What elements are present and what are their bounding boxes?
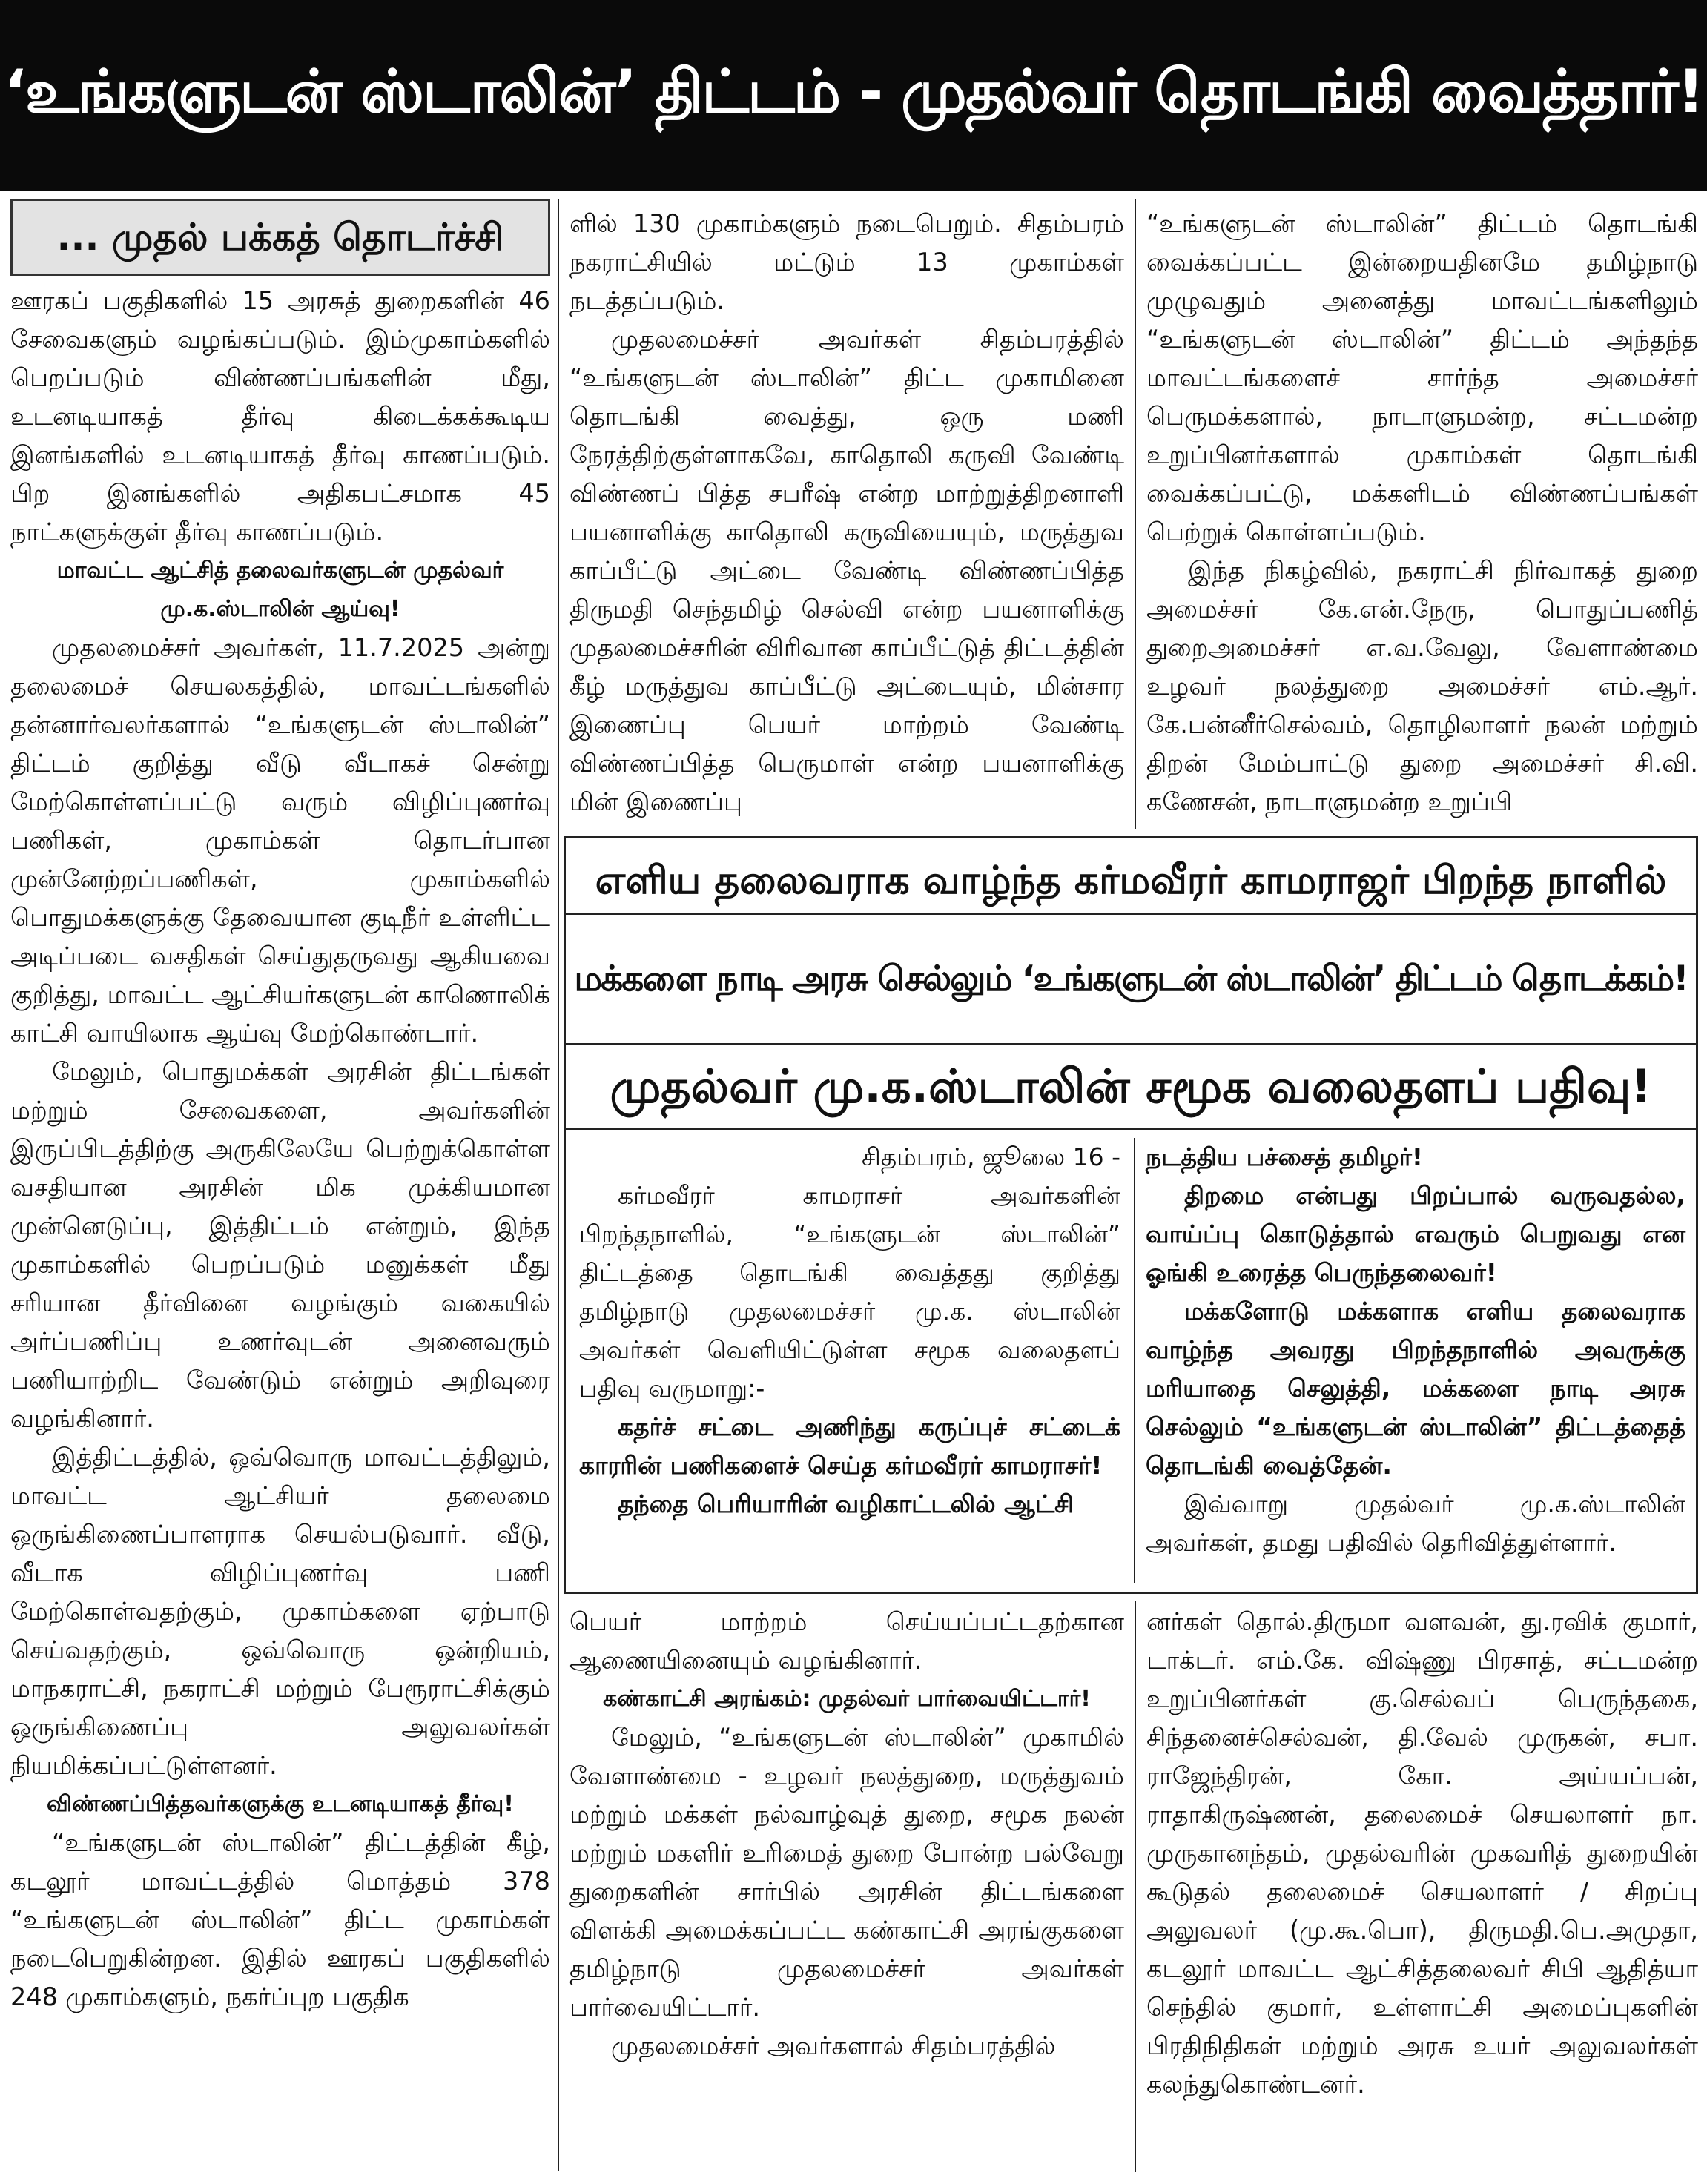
- boxed-article: [564, 836, 1698, 1594]
- continued-label: ... முதல் பக்கத் தொடர்ச்சி: [10, 199, 550, 276]
- column-2-bottom: [569, 1603, 1124, 2065]
- col1-paragraph-5: “உங்களுடன் ஸ்டாலின்” திட்டத்தின் கீழ், கடலூர் மாவட்டத்தில் மொத்தம் 378 “உங்களுடன் ஸ்டாலின்” திட்ட முகாம்கள் நடைபெறுகின்றன. இதில் ஊரகப் பகுதிகளில் 248 முகாம்களும், நகர்ப்புற பகுதிக: [10, 1828, 550, 2011]
- box-left-paragraph-1: கர்மவீரர் காமராசர் அவர்களின் பிறந்தநாளில், “உங்களுடன் ஸ்டாலின்” திட்டத்தை தொடங்கி வைத்தது குறித்து தமிழ்நாடு முதலமைச்சர் மு.க. ஸ்டாலின் அவர்கள் வெளியிட்டுள்ள சமூக வலைதளப் பதிவு வருமாறு:-: [579, 1181, 1120, 1403]
- box-left-paragraph-2: கதர்ச் சட்டை அணிந்து கருப்புச் சட்டைக் காரரின் பணிகளைச் செய்த கர்மவீரர் காமராசர்!: [579, 1412, 1120, 1480]
- col2b-paragraph-1: பெயர் மாற்றம் செய்யப்பட்டதற்கான ஆணையினையும் வழங்கினார்.: [569, 1607, 1124, 1675]
- column-rule: [1135, 199, 1136, 829]
- box-subheadline: முதல்வர் மு.க.ஸ்டாலின் சமூக வலைதளப் பதிவு!: [566, 1046, 1696, 1130]
- banner-headline: ‘உங்களுடன் ஸ்டாலின்’ திட்டம் - முதல்வர் தொடங்கி வைத்தார்!: [0, 0, 1707, 191]
- column-1: [10, 199, 550, 2016]
- column-rule: [1135, 1601, 1136, 2172]
- column-2-top: [569, 205, 1124, 821]
- col2-paragraph-2: முதலமைச்சர் அவர்கள் சிதம்பரத்தில் “உங்களுடன் ஸ்டாலின்” திட்ட முகாமினை தொடங்கி வைத்து, ஒரு மணி நேரத்திற்குள்ளாகவே, காதொலி கருவி வேண்டி விண்ணப் பித்த சபரீஷ் என்ற மாற்றுத்திறனாளி பயனாளிக்கு காதொலி கருவியையும், மருத்துவ காப்பீட்டு அட்டை வேண்டி விண்ணப்பித்த திருமதி செந்தமிழ் செல்வி என்ற பயனாளிக்கு முதலமைச்சரின் விரிவான காப்பீட்டுத் திட்டத்தின் கீழ் மருத்துவ காப்பீட்டு அட்டையும், மின்சார இணைப்பு பெயர் மாற்றம் வேண்டி விண்ணப்பித்த பெருமாள் என்ற பயனாளிக்கு மின் இணைப்பு: [569, 325, 1124, 816]
- col3-paragraph-1: “உங்களுடன் ஸ்டாலின்” திட்டம் தொடங்கி வைக்கப்பட்ட இன்றையதினமே தமிழ்நாடு முழுவதும் அனைத்து மாவட்டங்களிலும் “உங்களுடன் ஸ்டாலின்” திட்டம் அந்தந்த மாவட்டங்களைச் சார்ந்த அமைச்சர் பெருமக்களால், நாடாளுமன்ற, சட்டமன்ற உறுப்பினர்களால் முகாம்கள் தொடங்கி வைக்கப்பட்டு, மக்களிடம் விண்ணப்பங்கள் பெற்றுக் கொள்ளப்படும்.: [1146, 209, 1698, 546]
- box-dateline: சிதம்பரம், ஜூலை 16 -: [861, 1142, 1120, 1171]
- box-column-rule: [1134, 1138, 1135, 1583]
- col1-paragraph-4: இத்திட்டத்தில், ஒவ்வொரு மாவட்டத்திலும், மாவட்ட ஆட்சியர் தலைமை ஒருங்கிணைப்பாளராக செயல்படுவார். வீடு, வீடாக விழிப்புணர்வு பணி மேற்கொள்வதற்கும், முகாம்களை ஏற்பாடு செய்வதற்கும், ஒவ்வொரு ஒன்றியம், மாநகராட்சி, நகராட்சி மற்றும் பேரூராட்சிக்கும் ஒருங்கிணைப்பு அலுவலர்கள் நியமிக்கப்பட்டுள்ளனர்.: [10, 1443, 550, 1780]
- col1-paragraph-2: முதலமைச்சர் அவர்கள், 11.7.2025 அன்று தலைமைச் செயலகத்தில், மாவட்டங்களில் தன்னார்வலர்களால் “உங்களுடன் ஸ்டாலின்” திட்டம் குறித்து வீடு வீடாகச் சென்று மேற்கொள்ளப்பட்டு வரும் விழிப்புணர்வு பணிகள், முகாம்கள் தொடர்பான முன்னேற்றப்பணிகள், முகாம்களில் பொதுமக்களுக்கு தேவையான குடிநீர் உள்ளிட்ட அடிப்படை வசதிகள் செய்துதருவது ஆகியவை குறித்து, மாவட்ட ஆட்சியர்களுடன் காணொலிக் காட்சி வாயிலாக ஆய்வு மேற்கொண்டார்.: [10, 633, 550, 1048]
- box-right-paragraph-3: மக்களோடு மக்களாக எளிய தலைவராக வாழ்ந்த அவரது பிறந்தநாளில் அவருக்கு மரியாதை செலுத்தி, மக்களை நாடி அரசு செல்லும் “உங்களுடன் ஸ்டாலின்” திட்டத்தைத் தொடங்கி வைத்தேன்.: [1146, 1297, 1685, 1480]
- box-right-paragraph-4: இவ்வாறு முதல்வர் மு.க.ஸ்டாலின் அவர்கள், தமது பதிவில் தெரிவித்துள்ளார்.: [1146, 1489, 1685, 1557]
- col1-subheading-2: விண்ணப்பித்தவர்களுக்கு உடனடியாகத் தீர்வு!: [47, 1791, 514, 1817]
- box-right-column: [1146, 1138, 1685, 1562]
- box-kicker: எளிய தலைவராக வாழ்ந்த கர்மவீரர் காமராஜர் பிறந்த நாளில்: [566, 849, 1696, 915]
- box-headline: மக்களை நாடி அரசு செல்லும் ‘உங்களுடன் ஸ்டாலின்’ திட்டம் தொடக்கம்!: [566, 916, 1696, 1045]
- col2b-paragraph-2: மேலும், “உங்களுடன் ஸ்டாலின்” முகாமில் வேளாண்மை - உழவர் நலத்துறை, மருத்துவம் மற்றும் மக்கள் நல்வாழ்வுத் துறை, சமூக நலன் மற்றும் மகளிர் உரிமைத் துறை போன்ற பல்வேறு துறைகளின் சார்பில் அரசின் திட்டங்களை விளக்கி அமைக்கப்பட்ட கண்காட்சி அரங்குகளை தமிழ்நாடு முதலமைச்சர் அவர்கள் பார்வையிட்டார்.: [569, 1723, 1124, 2022]
- col2-paragraph-1: ளில் 130 முகாம்களும் நடைபெறும். சிதம்பரம் நகராட்சியில் மட்டும் 13 முகாம்கள் நடத்தப்படும்.: [569, 209, 1124, 315]
- col3b-paragraph-1: னர்கள் தொல்.திருமா வளவன், து.ரவிக் குமார், டாக்டர். எம்.கே. விஷ்ணு பிரசாத், சட்டமன்ற உறுப்பினர்கள் கு.செல்வப் பெருந்தகை, சிந்தனைச்செல்வன், தி.வேல் முருகன், சபா. ராஜேந்திரன், கோ. அய்யப்பன், ராதாகிருஷ்ணன், தலைமைச் செயலாளர் நா. முருகானந்தம், முதல்வரின் முகவரித் துறையின் கூடுதல் தலைமைச் செயலாளர் / சிறப்பு அலுவலர் (மு.கூ.பொ), திருமதி.பெ.அமுதா, கடலூர் மாவட்ட ஆட்சித்தலைவர் சிபி ஆதித்யா செந்தில் குமார், உள்ளாட்சி அமைப்புகளின் பிரதிநிதிகள் மற்றும் அரசு உயர் அலுவலர்கள் கலந்துகொண்டனர்.: [1146, 1607, 1698, 2099]
- col2b-subheading: கண்காட்சி அரங்கம்: முதல்வர் பார்வையிட்டார்!: [603, 1686, 1091, 1712]
- col1-paragraph-1: ஊரகப் பகுதிகளில் 15 அரசுத் துறைகளின் 46 சேவைகளும் வழங்கப்படும். இம்முகாம்களில் பெறப்படும் விண்ணப்பங்களின் மீது, உடனடியாகத் தீர்வு கிடைக்கக்கூடிய இனங்களில் உடனடியாகத் தீர்வு காணப்படும். பிற இனங்களில் அதிகபட்சமாக 45 நாட்களுக்குள் தீர்வு காணப்படும்.: [10, 286, 550, 546]
- box-right-paragraph-1: நடத்திய பச்சைத் தமிழர்!: [1146, 1142, 1423, 1171]
- col3-paragraph-2: இந்த நிகழ்வில், நகராட்சி நிர்வாகத் துறை அமைச்சர் கே.என்.நேரு, பொதுப்பணித் துறைஅமைச்சர் எ.வ.வேலு, வேளாண்மை உழவர் நலத்துறை அமைச்சர் எம்.ஆர். கே.பன்னீர்செல்வம், தொழிலாளர் நலன் மற்றும் திறன் மேம்பாட்டு துறை அமைச்சர் சி.வி. கணேசன், நாடாளுமன்ற உறுப்பி: [1146, 556, 1698, 816]
- col1-subheading-1: மாவட்ட ஆட்சித் தலைவர்களுடன் முதல்வர் மு.க.ஸ்டாலின் ஆய்வு!: [56, 557, 504, 622]
- col1-paragraph-3: மேலும், பொதுமக்கள் அரசின் திட்டங்கள் மற்றும் சேவைகளை, அவர்களின் இருப்பிடத்திற்கு அருகிலேயே பெற்றுக்கொள்ள வசதியான அரசின் மிக முக்கியமான முன்னெடுப்பு, இத்திட்டம் என்றும், இந்த முகாம்களில் பெறப்படும் மனுக்கள் மீது சரியான தீர்வினை வழங்கும் வகையில் அர்ப்பணிப்பு உணர்வுடன் அனைவரும் பணியாற்றிட வேண்டும் என்றும் அறிவுரை வழங்கினார்.: [10, 1057, 550, 1433]
- box-right-paragraph-2: திறமை என்பது பிறப்பால் வருவதல்ல, வாய்ப்பு கொடுத்தால் எவரும் பெறுவது என ஓங்கி உரைத்த பெருந்தலைவர்!: [1146, 1181, 1685, 1287]
- col2b-paragraph-3: முதலமைச்சர் அவர்களால் சிதம்பரத்தில்: [611, 2031, 1056, 2060]
- column-3-bottom: [1146, 1603, 1698, 2104]
- box-left-paragraph-3: தந்தை பெரியாரின் வழிகாட்டலில் ஆட்சி: [618, 1489, 1074, 1518]
- box-left-column: [579, 1138, 1120, 1523]
- column-rule: [558, 199, 559, 2171]
- column-3-top: [1146, 205, 1698, 821]
